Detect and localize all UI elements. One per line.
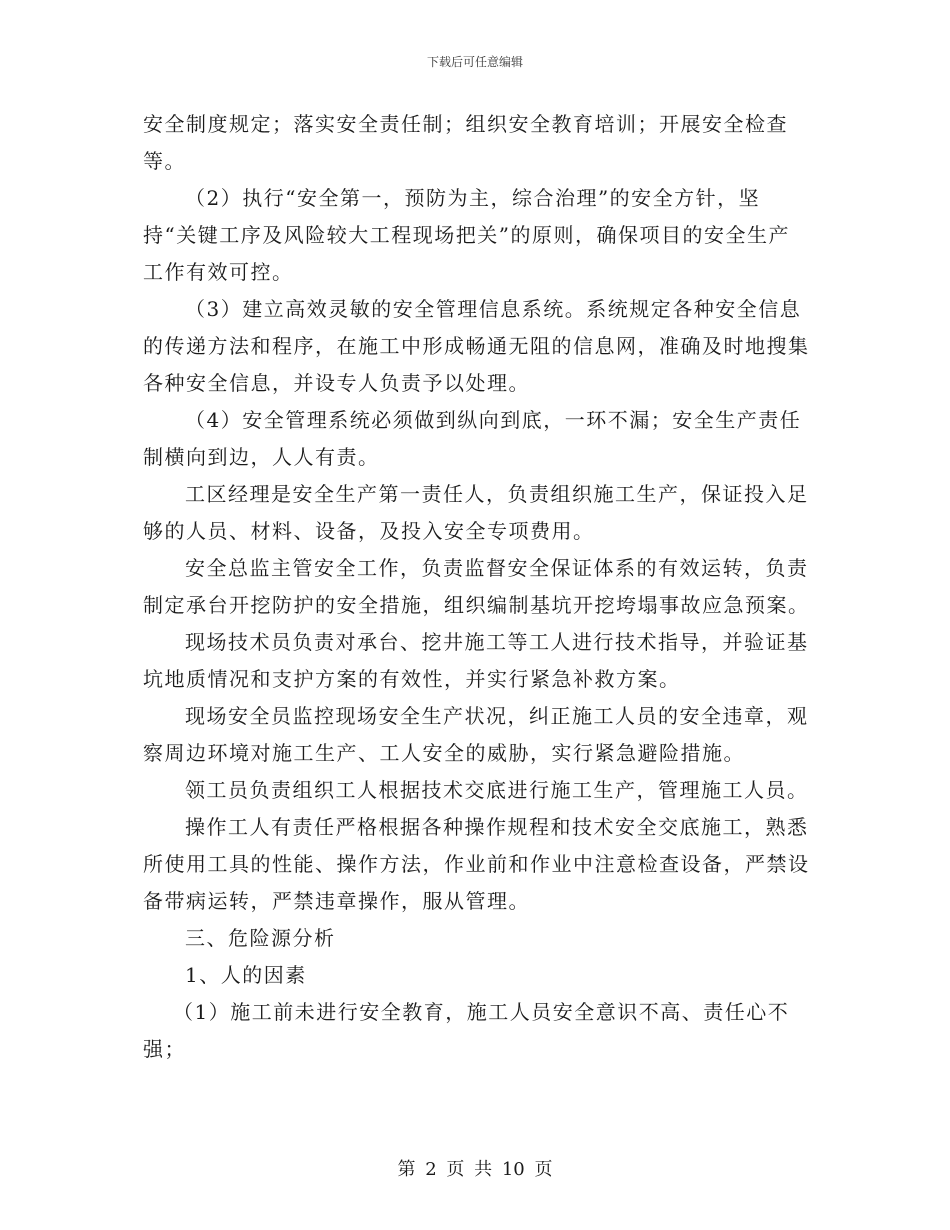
page-footer: 第 2 页 共 10 页 [397, 1159, 553, 1180]
paragraph-site-technician: 现场技术员负责对承台、挖井施工等工人进行技术指导，并验证基坑地质情况和支护方案的有效性，并实行紧急补救方案。 [143, 630, 809, 691]
paragraph-safety-rules: 安全制度规定；落实安全责任制；组织安全教育培训；开展安全检查等。 [143, 112, 788, 173]
paragraph-operators: 操作工人有责任严格根据各种操作规程和技术安全交底施工，熟悉所使用工具的性能、操作方法，作业前和作业中注意检查设备，严禁设备带病运转，严禁违章操作，服从管理。 [143, 815, 810, 913]
paragraph-item-4: （4）安全管理系统必须做到纵向到底，一环不漏；安全生产责任制横向到边，人人有责。 [143, 408, 802, 469]
paragraph-foreman: 领工员负责组织工人根据技术交底进行施工生产，管理施工人员。 [185, 778, 809, 802]
section-heading-hazard-analysis: 三、危险源分析 [185, 926, 336, 950]
subsection-heading-human-factors: 1、人的因素 [185, 963, 307, 987]
paragraph-site-safety-officer: 现场安全员监控现场安全生产状况，纠正施工人员的安全违章，观察周边环境对施工生产、工人安全的威胁，实行紧急避险措施。 [143, 704, 809, 765]
page-header: 下载后可任意编辑 [426, 55, 523, 69]
paragraph-human-factor-1: （1）施工前未进行安全教育，施工人员安全意识不高、责任心不强； [143, 1000, 790, 1061]
paragraph-safety-director: 安全总监主管安全工作，负责监督安全保证体系的有效运转，负责制定承台开挖防护的安全措施，组织编制基坑开挖垮塌事故应急预案。 [143, 556, 810, 617]
paragraph-item-3: （3）建立高效灵敏的安全管理信息系统。系统规定各种安全信息的传递方法和程序，在施工中形成畅通无阻的信息网，准确及时地搜集各种安全信息，并设专人负责予以处理。 [143, 297, 810, 395]
paragraph-item-2: （2）执行“安全第一，预防为主，综合治理”的安全方针，坚持“关键工序及风险较大工程现场把关”的原则，确保项目的安全生产工作有效可控。 [143, 186, 790, 284]
document-body [143, 106, 811, 1068]
paragraph-area-manager: 工区经理是安全生产第一责任人，负责组织施工生产，保证投入足够的人员、材料、设备，及投入安全专项费用。 [143, 482, 809, 543]
